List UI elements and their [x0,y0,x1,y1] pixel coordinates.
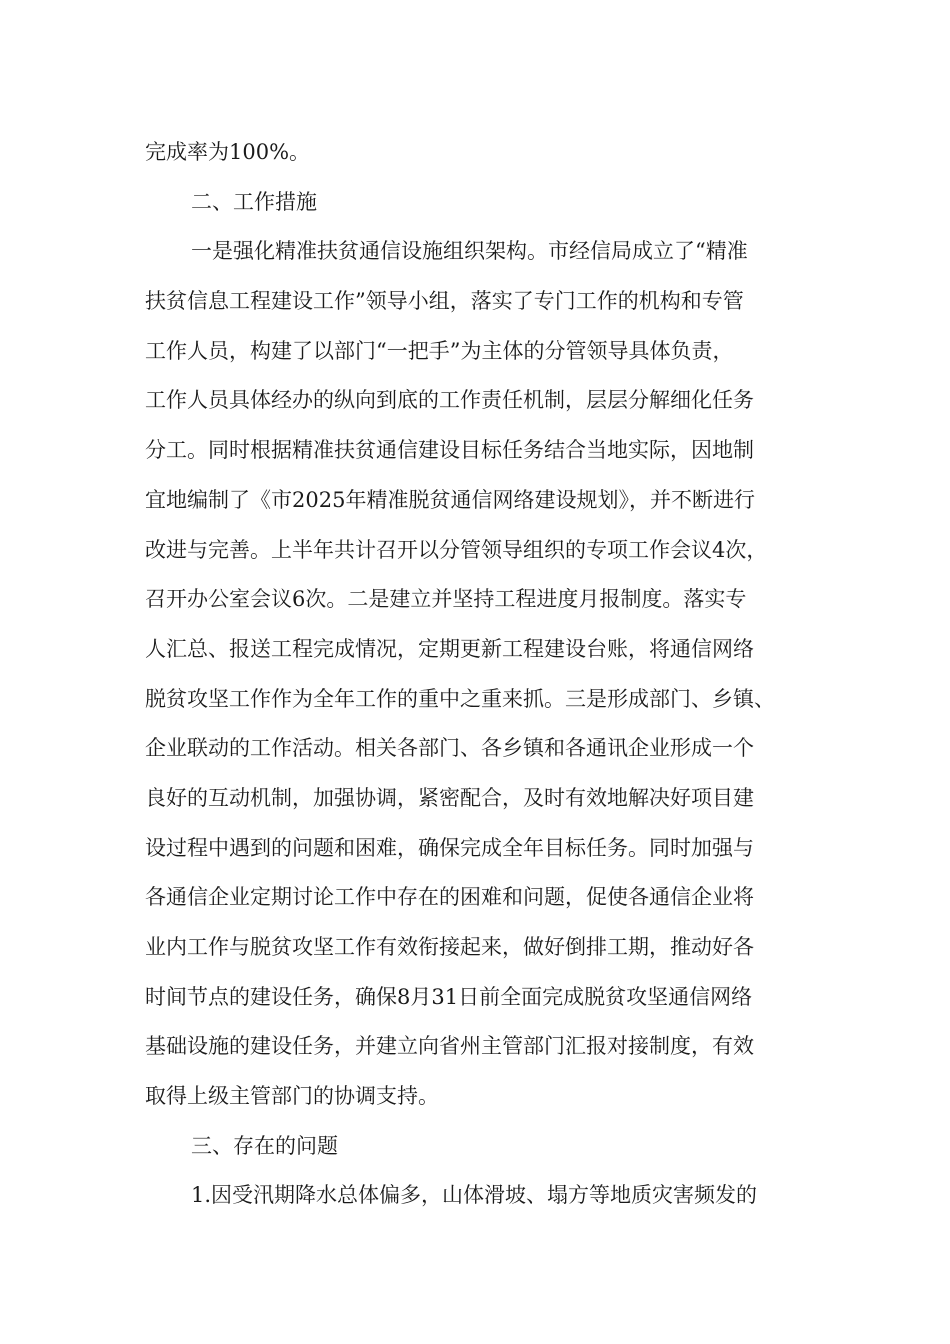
body-text-line: 改进与完善。上半年共计召开以分管领导组织的专项工作会议4次， [145,537,768,562]
body-text-line: 脱贫攻坚工作作为全年工作的重中之重来抓。三是形成部门、乡镇、 [145,686,775,711]
document-body [145,128,825,1221]
body-text-line: 宜地编制了《市2025年精准脱贫通信网络建设规划》，并不断进行 [145,487,755,512]
section-heading-problems: 三、存在的问题 [191,1133,338,1158]
body-text-line: 业内工作与脱贫攻坚工作有效衔接起来，做好倒排工期，推动好各 [145,935,754,959]
body-text-line: 企业联动的工作活动。相关各部门、各乡镇和各通讯企业形成一个 [145,736,754,761]
paragraph-first-line: 一是强化精准扶贫通信设施组织架构。市经信局成立了“精准 [191,239,748,264]
body-text-line: 工作人员，构建了以部门“一把手”为主体的分管领导具体负责， [145,338,734,363]
body-text-line: 召开办公室会议6次。二是建立并坚持工程进度月报制度。落实专 [145,587,747,612]
body-text-line: 人汇总、报送工程完成情况，定期更新工程建设台账，将通信网络 [145,636,754,661]
body-text-line: 时间节点的建设任务，确保8月31日前全面完成脱贫攻坚通信网络 [145,984,753,1009]
body-text-line: 取得上级主管部门的协调支持。 [145,1084,439,1109]
section-heading-measures: 二、工作措施 [191,189,317,214]
body-text-line: 工作人员具体经办的纵向到底的工作责任机制，层层分解细化任务 [145,388,754,413]
body-text-line: 分工。同时根据精准扶贫通信建设目标任务结合当地实际，因地制 [145,438,754,463]
body-text-line: 良好的互动机制，加强协调，紧密配合，及时有效地解决好项目建 [145,785,754,810]
body-text-line: 设过程中遇到的问题和困难，确保完成全年目标任务。同时加强与 [145,835,754,860]
body-text-line: 各通信企业定期讨论工作中存在的困难和问题，促使各通信企业将 [145,885,754,910]
body-text-line: 扶贫信息工程建设工作”领导小组，落实了专门工作的机构和专管 [145,289,744,314]
body-text-line: 基础设施的建设任务，并建立向省州主管部门汇报对接制度，有效 [145,1034,754,1059]
numbered-item-first-line: 1.因受汛期降水总体偏多，山体滑坡、塌方等地质灾害频发的 [191,1183,758,1208]
body-text-line: 完成率为100%。 [145,140,311,164]
